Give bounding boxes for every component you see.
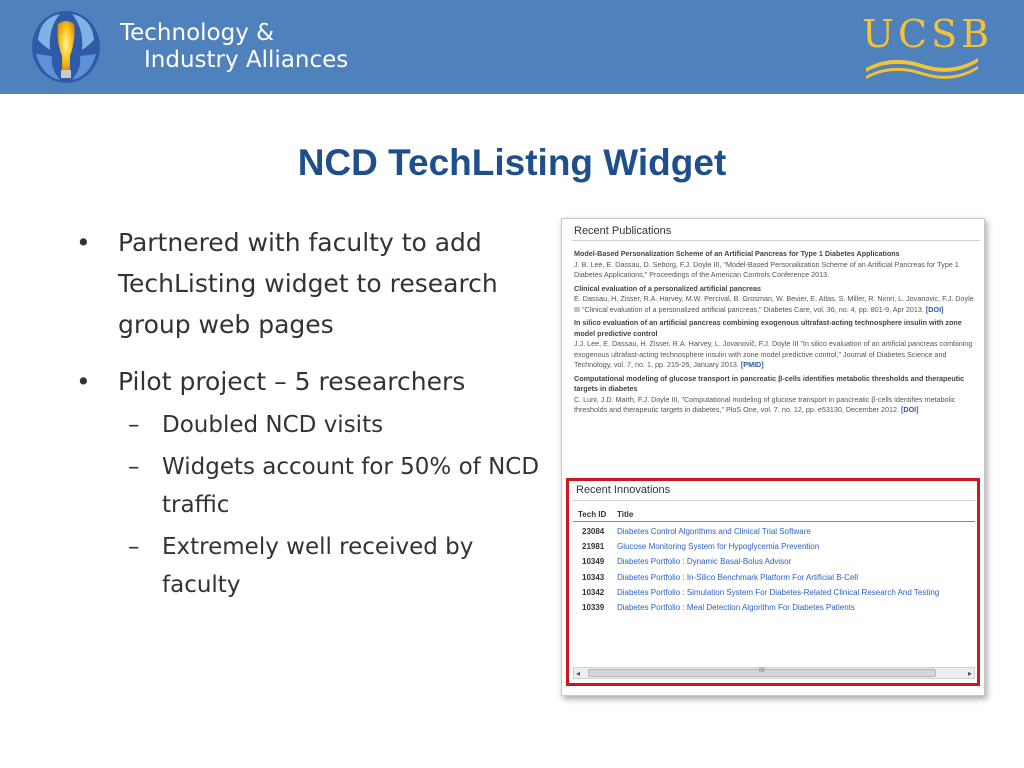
- ucsb-logo: [862, 12, 994, 80]
- divider: [573, 500, 975, 501]
- table-row: [573, 524, 979, 539]
- table-row: [573, 539, 979, 554]
- table-row: [573, 554, 979, 569]
- divider: [573, 521, 975, 522]
- table-row: [573, 570, 979, 585]
- bullet-dot: •: [76, 228, 91, 257]
- header-band: [0, 0, 1024, 94]
- publication-citation: J.J. Lee, E. Dassau, H. Zisser, R.A. Harvey, L. Jovanovič, F.J. Doyle III "In silico evaluation of an artificial pancreas combining exogenous ultrafast-acting technosphere insulin with zone model predictive control," Journal of Diabetes Science and Technology, vol. 7, no. 1, pp. 215-26, January 2013.: [574, 339, 973, 369]
- slide-title: NCD TechListing Widget: [297, 142, 727, 183]
- table-row: [573, 600, 979, 615]
- publication-item: [574, 249, 978, 281]
- sub-bullet-dash: –: [128, 534, 140, 560]
- tech-title-link[interactable]: Diabetes Portfolio : Simulation System For Diabetes-Related Clinical Research And Testing: [617, 587, 940, 597]
- sub-bullet-item: [76, 406, 546, 444]
- doi-link[interactable]: [DOI]: [901, 405, 919, 414]
- bullet-item: [76, 361, 546, 402]
- tech-title-link[interactable]: Diabetes Portfolio : Meal Detection Algorithm For Diabetes Patients: [617, 602, 855, 612]
- org-name: [120, 20, 348, 74]
- table-row: [573, 585, 979, 600]
- horizontal-scrollbar[interactable]: [573, 667, 975, 679]
- bullet-text: Partnered with faculty to add TechListing widget to research group web pages: [118, 228, 498, 339]
- ucsb-wordmark: UCSB: [862, 12, 994, 56]
- doi-link[interactable]: [DOI]: [925, 304, 944, 314]
- sub-bullet-text: Widgets account for 50% of NCD traffic: [162, 454, 540, 518]
- tech-id: 10342: [582, 587, 605, 597]
- tech-id: 10339: [582, 602, 605, 612]
- tech-id: 21981: [582, 542, 605, 552]
- tech-title-link[interactable]: Diabetes Portfolio : In-Silico Benchmark Platform For Artificial B-Cell: [617, 572, 858, 582]
- tech-title-link[interactable]: Diabetes Portfolio : Dynamic Basal-Bolus Advisor: [617, 557, 792, 567]
- sub-bullet-item: [76, 448, 546, 524]
- sub-bullet-item: [76, 528, 546, 604]
- tech-id: 10343: [582, 572, 605, 582]
- scrollbar-thumb[interactable]: [588, 669, 936, 677]
- scroll-left-icon[interactable]: ◂: [576, 669, 581, 678]
- publication-citation: J. B. Lee, E. Dassau, D. Seborg, F.J. Doyle III, "Model-Based Personalization Scheme of an Artificial Pancreas for Type 1 Diabetes Applications," Proceedings of the American Controls Conference 2013.: [574, 259, 959, 279]
- innovations-heading: Recent Innovations: [576, 484, 671, 496]
- sub-bullet-list: [76, 406, 546, 604]
- bullet-item: [76, 222, 546, 345]
- publication-item: [574, 318, 978, 371]
- scrollbar-grip-icon: III: [759, 667, 765, 674]
- bullet-text: Pilot project – 5 researchers: [118, 367, 466, 396]
- sub-bullet-dash: –: [128, 412, 140, 438]
- scroll-right-icon[interactable]: ▸: [967, 669, 972, 678]
- tech-title-link[interactable]: Glucose Monitoring System for Hypoglycemia Prevention: [617, 542, 820, 552]
- recent-innovations-panel: [566, 478, 980, 686]
- innovations-table: [573, 524, 979, 615]
- sub-bullet-text: Extremely well received by faculty: [162, 534, 474, 598]
- column-header-tech-id: Tech ID: [578, 510, 607, 519]
- pmid-link[interactable]: [PMID]: [740, 360, 764, 369]
- ucsb-waves-icon: [862, 52, 982, 80]
- bullet-dot: •: [76, 367, 91, 396]
- publications-list: [574, 249, 978, 419]
- publication-citation: C. Luni, J.D. Marth, F.J. Doyle III, "Computational modeling of glucose transport in pancreatic β-cells identifies metabolic thresholds and therapeutic targets in diabetes," PloS One, vol. 7, no. 12, pp. e53130, December 2012.: [574, 394, 956, 414]
- publication-title: Model-Based Personalization Scheme of an Artificial Pancreas for Type 1 Diabetes Applications: [574, 249, 900, 258]
- org-name-line2: Industry Alliances: [144, 47, 349, 73]
- tech-title-link[interactable]: Diabetes Control Algorithms and Clinical Trial Software: [617, 527, 811, 536]
- sub-bullet-dash: –: [128, 454, 140, 480]
- divider: [572, 240, 980, 241]
- tech-id: 23084: [582, 527, 605, 536]
- publication-item: [574, 284, 978, 316]
- tia-logo-icon: [30, 10, 102, 84]
- widget-screenshot: [561, 218, 985, 696]
- publication-citation: E. Dassau, H. Zisser, R.A. Harvey, M.W. Percival, B. Grosman, W. Bevier, E. Atlas, S. Miller, R. Nimri, L. Jovanovic, F.J. Doyle III "Clinical evaluation of a personalized artificial pancreas," Diabetes Care, vol. 36, no. 4, pp. 801-9, Apr 2013.: [574, 294, 974, 314]
- publication-title: Clinical evaluation of a personalized artificial pancreas: [574, 283, 761, 293]
- publication-title: In silico evaluation of an artificial pancreas combining exogenous ultrafast-acting technosphere insulin with zone model predictive control: [574, 318, 962, 338]
- column-header-title: Title: [617, 510, 634, 519]
- publication-title: Computational modeling of glucose transport in pancreatic β-cells identifies metabolic thresholds and therapeutic targets in diabetes: [574, 373, 965, 393]
- publications-heading: Recent Publications: [574, 225, 672, 237]
- org-name-line1: Technology &: [120, 20, 275, 46]
- bullet-list: [76, 222, 546, 604]
- sub-bullet-text: Doubled NCD visits: [162, 412, 384, 438]
- publication-item: [574, 374, 978, 416]
- tech-id: 10349: [582, 557, 605, 567]
